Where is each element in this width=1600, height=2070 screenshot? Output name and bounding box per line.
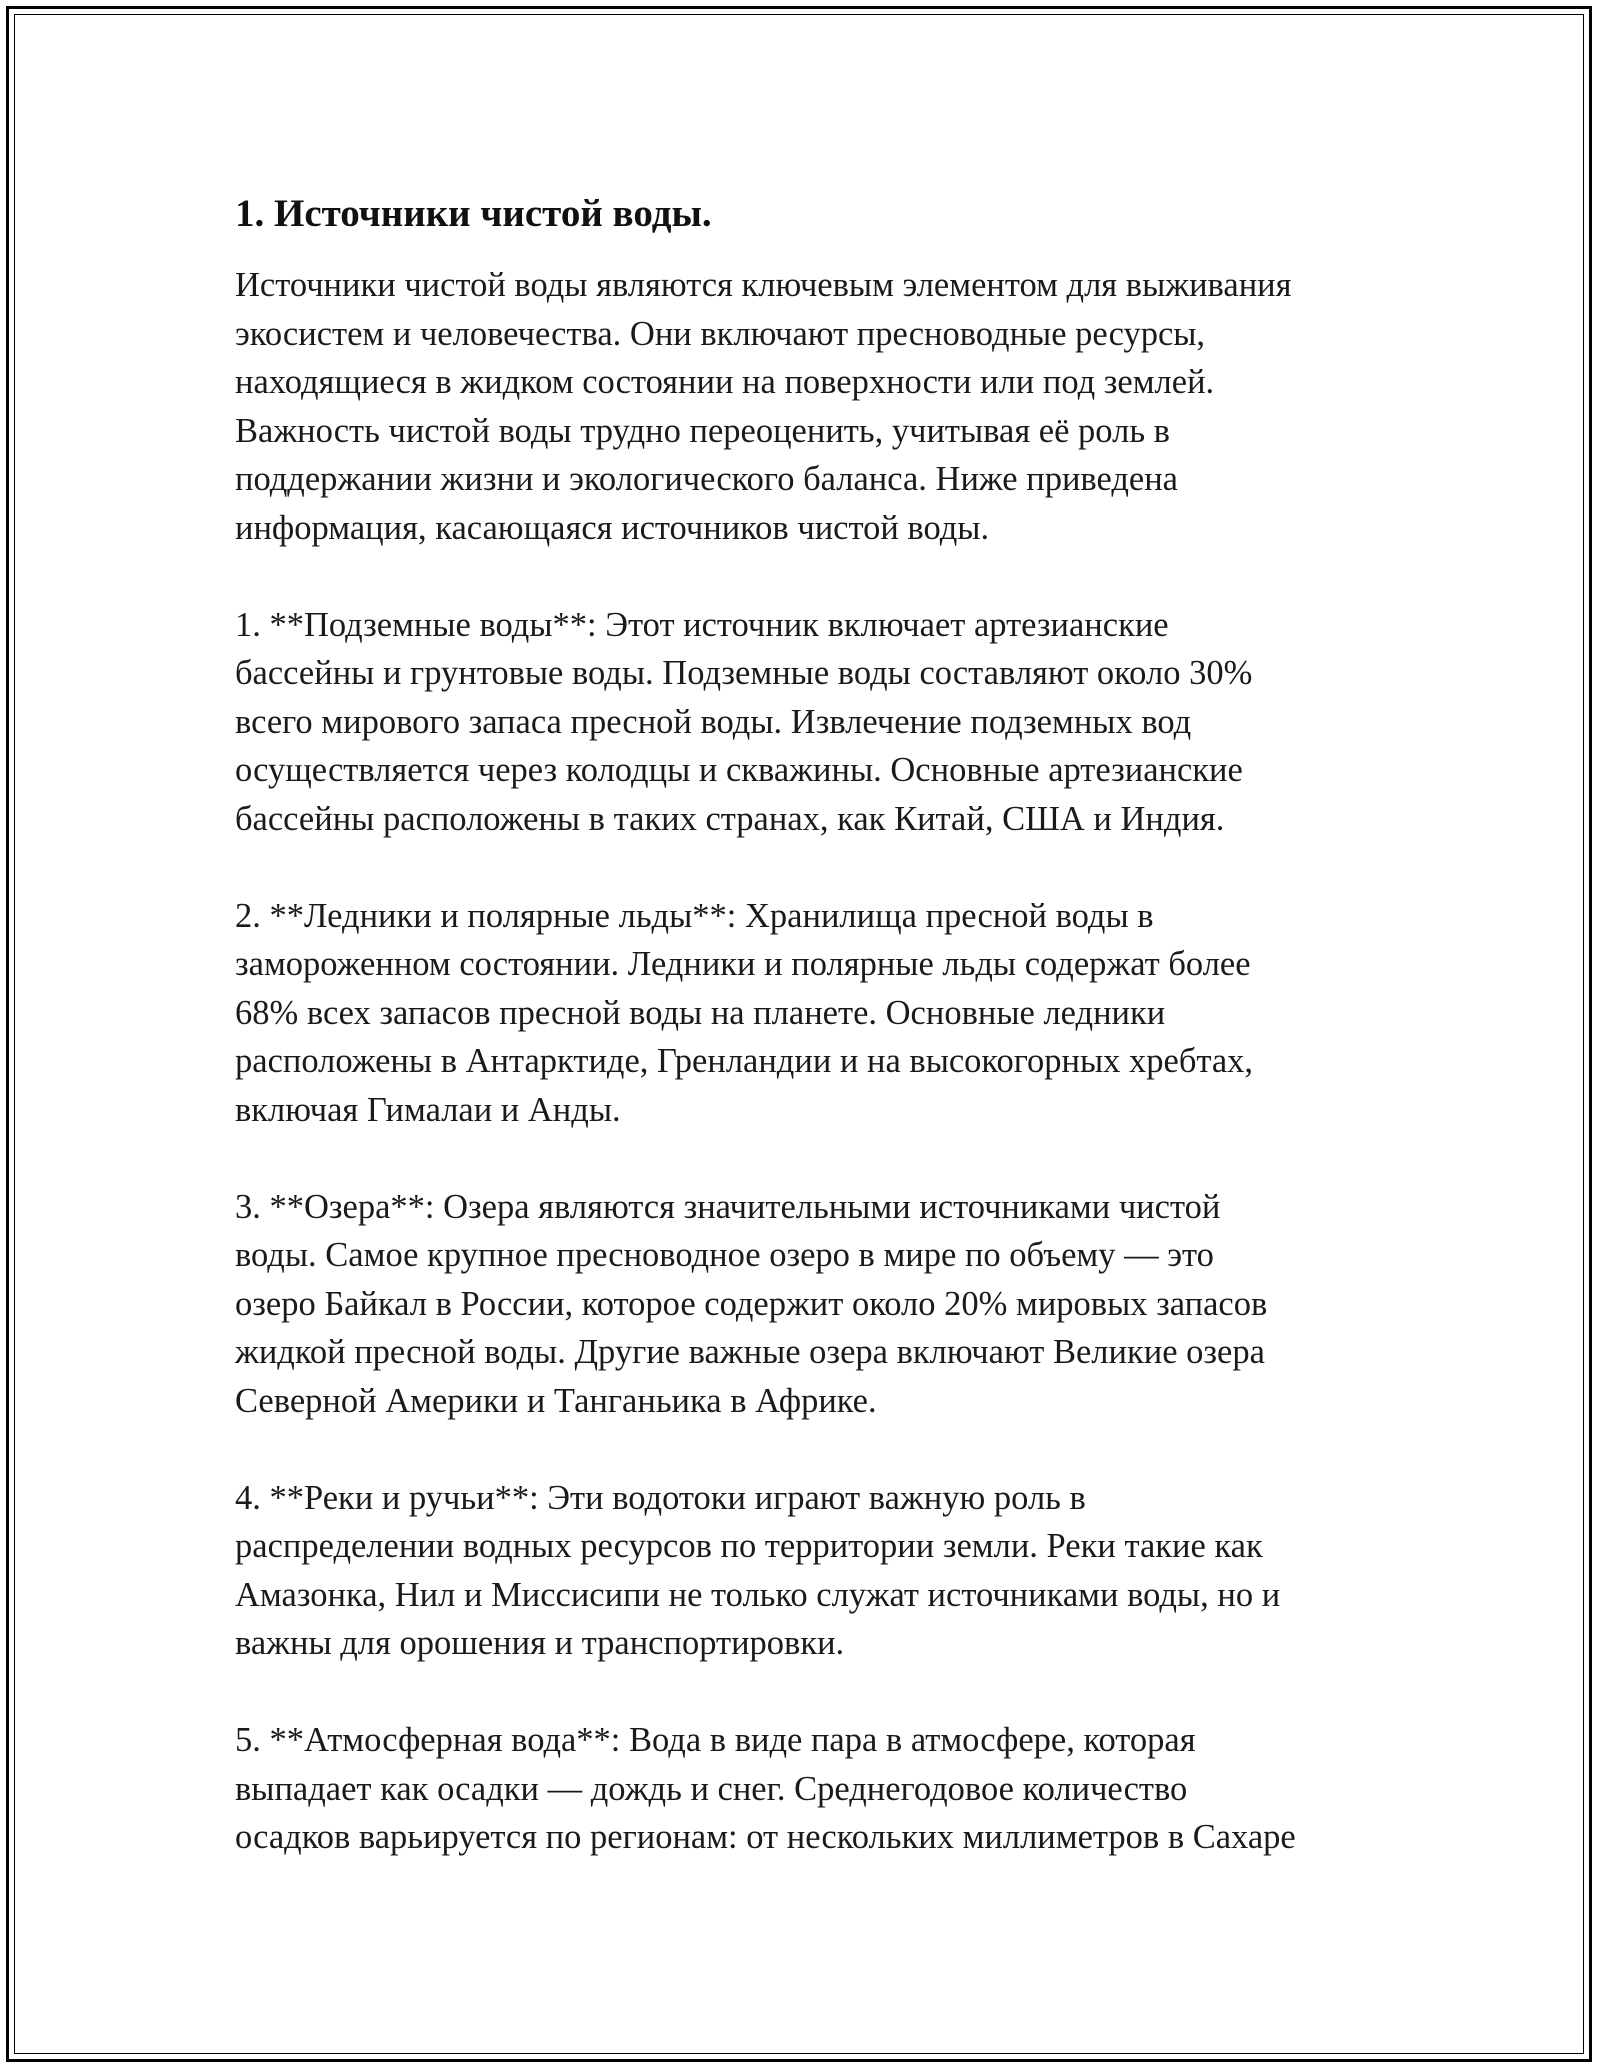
- list-item-glaciers: 2. **Ледники и полярные льды**: Хранилища пресной воды в замороженном состоянии. Ледники и полярные льды содержат более 68% всех запасов пресной воды на планете. Основные ледники расположены в Антарктиде, Гренландии и на высокогорных хребтах, включая Гималаи и Анды.: [235, 896, 1254, 1129]
- list-item-atmospheric-water: 5. **Атмосферная вода**: Вода в виде пара в атмосфере, которая выпадает как осадки — дождь и снег. Среднегодовое количество осадков варьируется по регионам: от нескольких миллиметров в Сахаре: [235, 1721, 1296, 1856]
- list-item-lakes: 3. **Озера**: Озера являются значительными источниками чистой воды. Самое крупное пресноводное озеро в мире по объему — это озеро Байкал в России, которое содержит около 20% мировых запасов жидкой пресной воды. Другие важные озера включают Великие озера Северной Америки и Танганьика в Африке.: [235, 1187, 1268, 1420]
- document-body: [235, 190, 1395, 1862]
- intro-paragraph: Источники чистой воды являются ключевым элементом для выживания экосистем и человечества. Они включают пресноводные ресурсы, находящиеся в жидком состоянии на поверхности или под землей. Важность чистой воды трудно переоценить, учитывая её роль в поддержании жизни и экологического баланса. Ниже приведена информация, касающаяся источников чистой воды.: [235, 266, 1292, 547]
- section-heading: 1. Источники чистой воды.: [235, 192, 712, 235]
- list-item-rivers: 4. **Реки и ручьи**: Эти водотоки играют важную роль в распределении водных ресурсов по территории земли. Реки такие как Амазонка, Нил и Миссисипи не только служат источниками воды, но и важны для орошения и транспортировки.: [235, 1478, 1281, 1662]
- list-item-groundwater: 1. **Подземные воды**: Этот источник включает артезианские бассейны и грунтовые воды. Подземные воды составляют около 30% всего мирового запаса пресной воды. Извлечение подземных вод осуществляется через колодцы и скважины. Основные артезианские бассейны расположены в таких странах, как Китай, США и Индия.: [235, 605, 1253, 838]
